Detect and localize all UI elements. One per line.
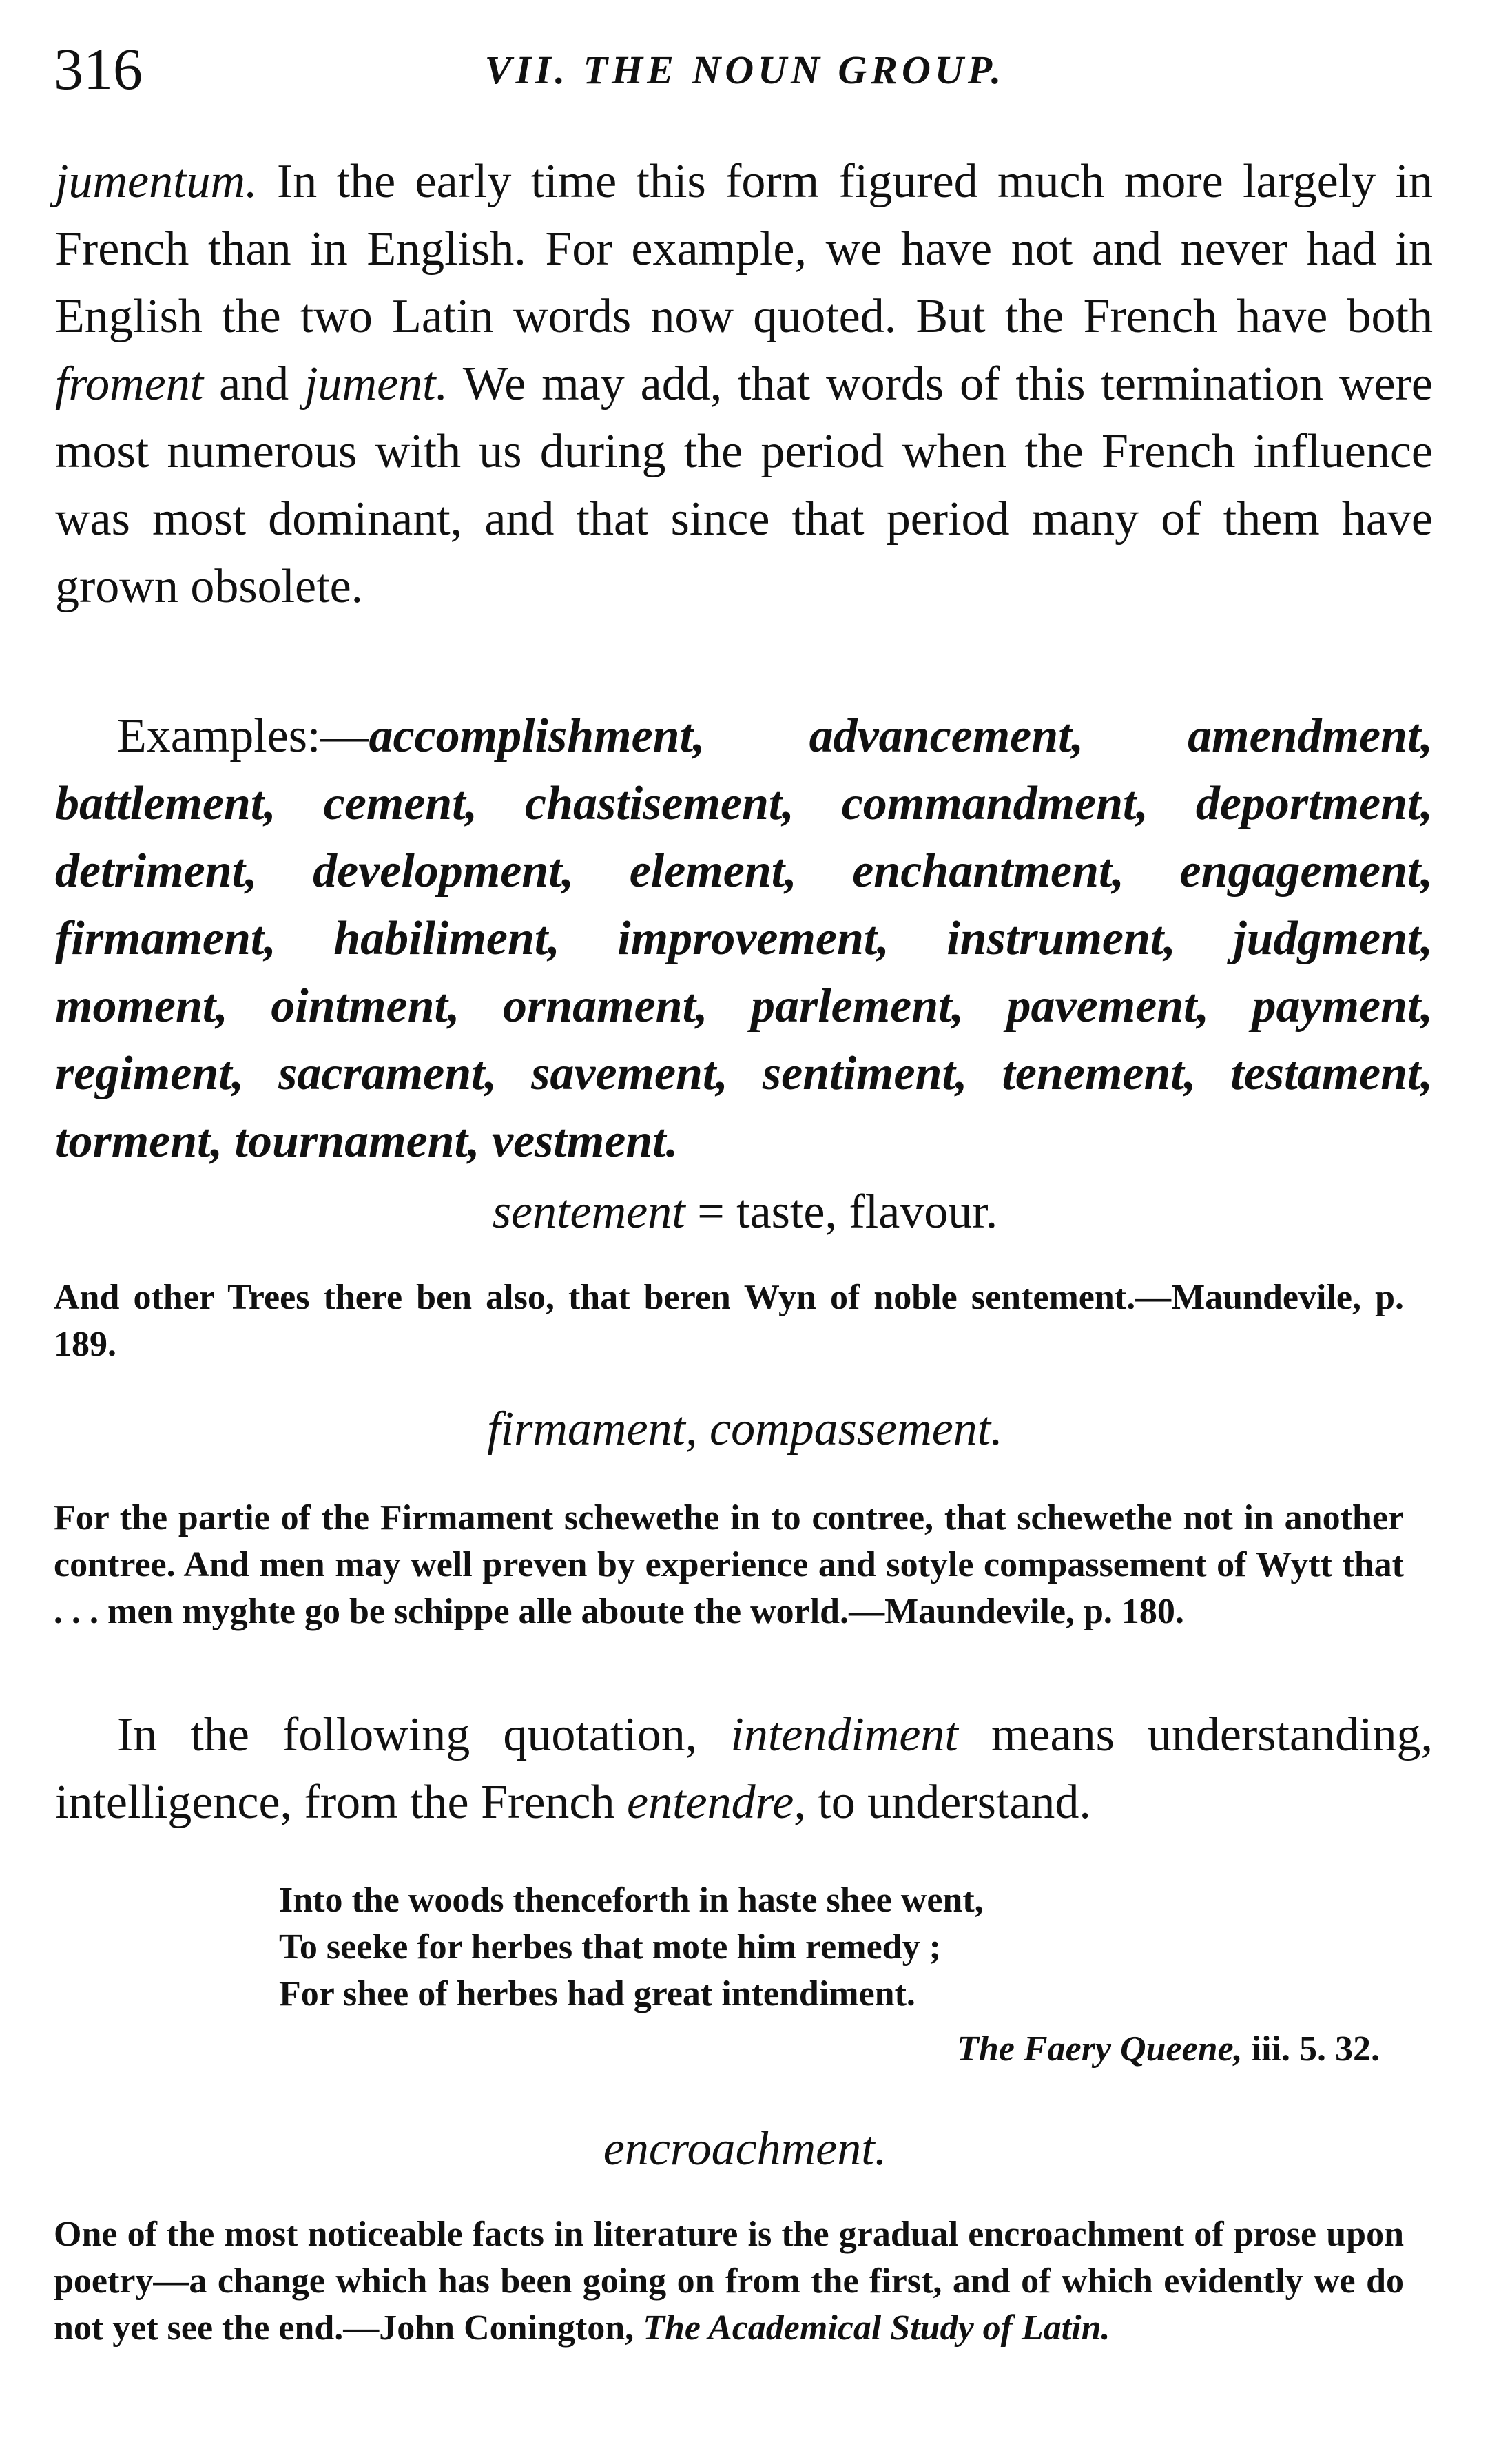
verse-line: For shee of herbes had great intendiment. bbox=[279, 1974, 915, 2013]
word-intendiment: intendiment bbox=[730, 1708, 958, 1761]
intro-paragraph bbox=[55, 148, 1433, 621]
citation-ref: iii. 5. 32. bbox=[1242, 2029, 1380, 2069]
intendiment-paragraph-block bbox=[55, 1701, 1433, 1836]
examples-label: Examples:— bbox=[117, 710, 369, 763]
intendiment-text-1: In the following quotation, bbox=[117, 1708, 731, 1761]
firmament-quote-text: For the partie of the Firmament schewethe in to contree, that schewethe not in another contree. And men may well preven by experience and sotyle compassement of Wytt that . . . men myghte go be schippe alle aboute the world.—Maundevile, p. 180. bbox=[54, 1498, 1404, 1631]
sentement-heading bbox=[0, 1185, 1490, 1240]
firmament-heading-text: firmament, compassement. bbox=[487, 1402, 1003, 1456]
examples-list: accomplishment, advancement, amendment, battlement, cement, chastisement, commandment, deportment, detriment, development, element, enchantment, engagement, firmament, habiliment, improvement, instrument, judgment, moment, ointment, ornament, parlement, pavement, payment, regiment, sacrament, savement, sentiment, tenement, testament, torment, tournament, vestment. bbox=[55, 710, 1433, 1168]
verse-line: To seeke for herbes that mote him remedy ; bbox=[279, 1927, 941, 1967]
intro-text-2: We may add, that words of this termination were most numerous with us during the period when the French influence was most dominant, and that since that period many of them have grown obsolete. bbox=[55, 358, 1433, 613]
word-entendre: entendre, bbox=[627, 1776, 806, 1829]
intro-paragraph-block bbox=[55, 148, 1433, 621]
encroachment-quote-text bbox=[54, 2211, 1404, 2352]
intro-text-1: In the early time this form figured much more largely in French than in English. For example, we have not and never had in English the two Latin words now quoted. But the French have both bbox=[55, 155, 1433, 343]
intendiment-paragraph bbox=[55, 1701, 1433, 1836]
word-jument: jument. bbox=[304, 358, 448, 411]
page-number: 316 bbox=[54, 36, 143, 102]
verse-citation bbox=[957, 2029, 1380, 2069]
encroachment-source: The Academical Study of Latin. bbox=[643, 2308, 1110, 2348]
examples-paragraph bbox=[55, 703, 1433, 1175]
encroachment-heading bbox=[0, 2122, 1490, 2177]
running-head: VII. THE NOUN GROUP. bbox=[484, 48, 1006, 92]
word-froment: froment bbox=[55, 358, 204, 411]
encroachment-quote-body: One of the most noticeable facts in literature is the gradual encroachment of prose upon poetry—a change which has been going on from the first, and of which evidently we do not yet see the end.—John Conington, bbox=[54, 2215, 1404, 2348]
encroachment-quote bbox=[54, 2211, 1404, 2352]
examples-block bbox=[55, 703, 1433, 1175]
intendiment-text-2: means understanding, intelligence, from the French bbox=[55, 1708, 1434, 1829]
citation-title: The Faery Queene, bbox=[957, 2029, 1243, 2069]
page-header bbox=[0, 34, 1490, 110]
verse-quotation bbox=[279, 1877, 1381, 2018]
intendiment-text-3: to understand. bbox=[805, 1776, 1091, 1829]
lead-word: jumentum. bbox=[55, 155, 258, 208]
sentement-heading-gloss: = taste, flavour. bbox=[685, 1186, 998, 1239]
sentement-heading-word: sentement bbox=[492, 1186, 685, 1239]
encroachment-heading-text: encroachment. bbox=[603, 2122, 887, 2175]
sentement-quote bbox=[54, 1274, 1404, 1368]
sentement-quote-text: And other Trees there ben also, that beren Wyn of noble sentement.—Maundevile, p. 189. bbox=[54, 1278, 1404, 1364]
intro-text-and: and bbox=[203, 358, 305, 411]
firmament-heading bbox=[0, 1402, 1490, 1457]
verse-line: Into the woods thenceforth in haste shee went, bbox=[279, 1881, 984, 1920]
firmament-quote bbox=[54, 1495, 1404, 1635]
